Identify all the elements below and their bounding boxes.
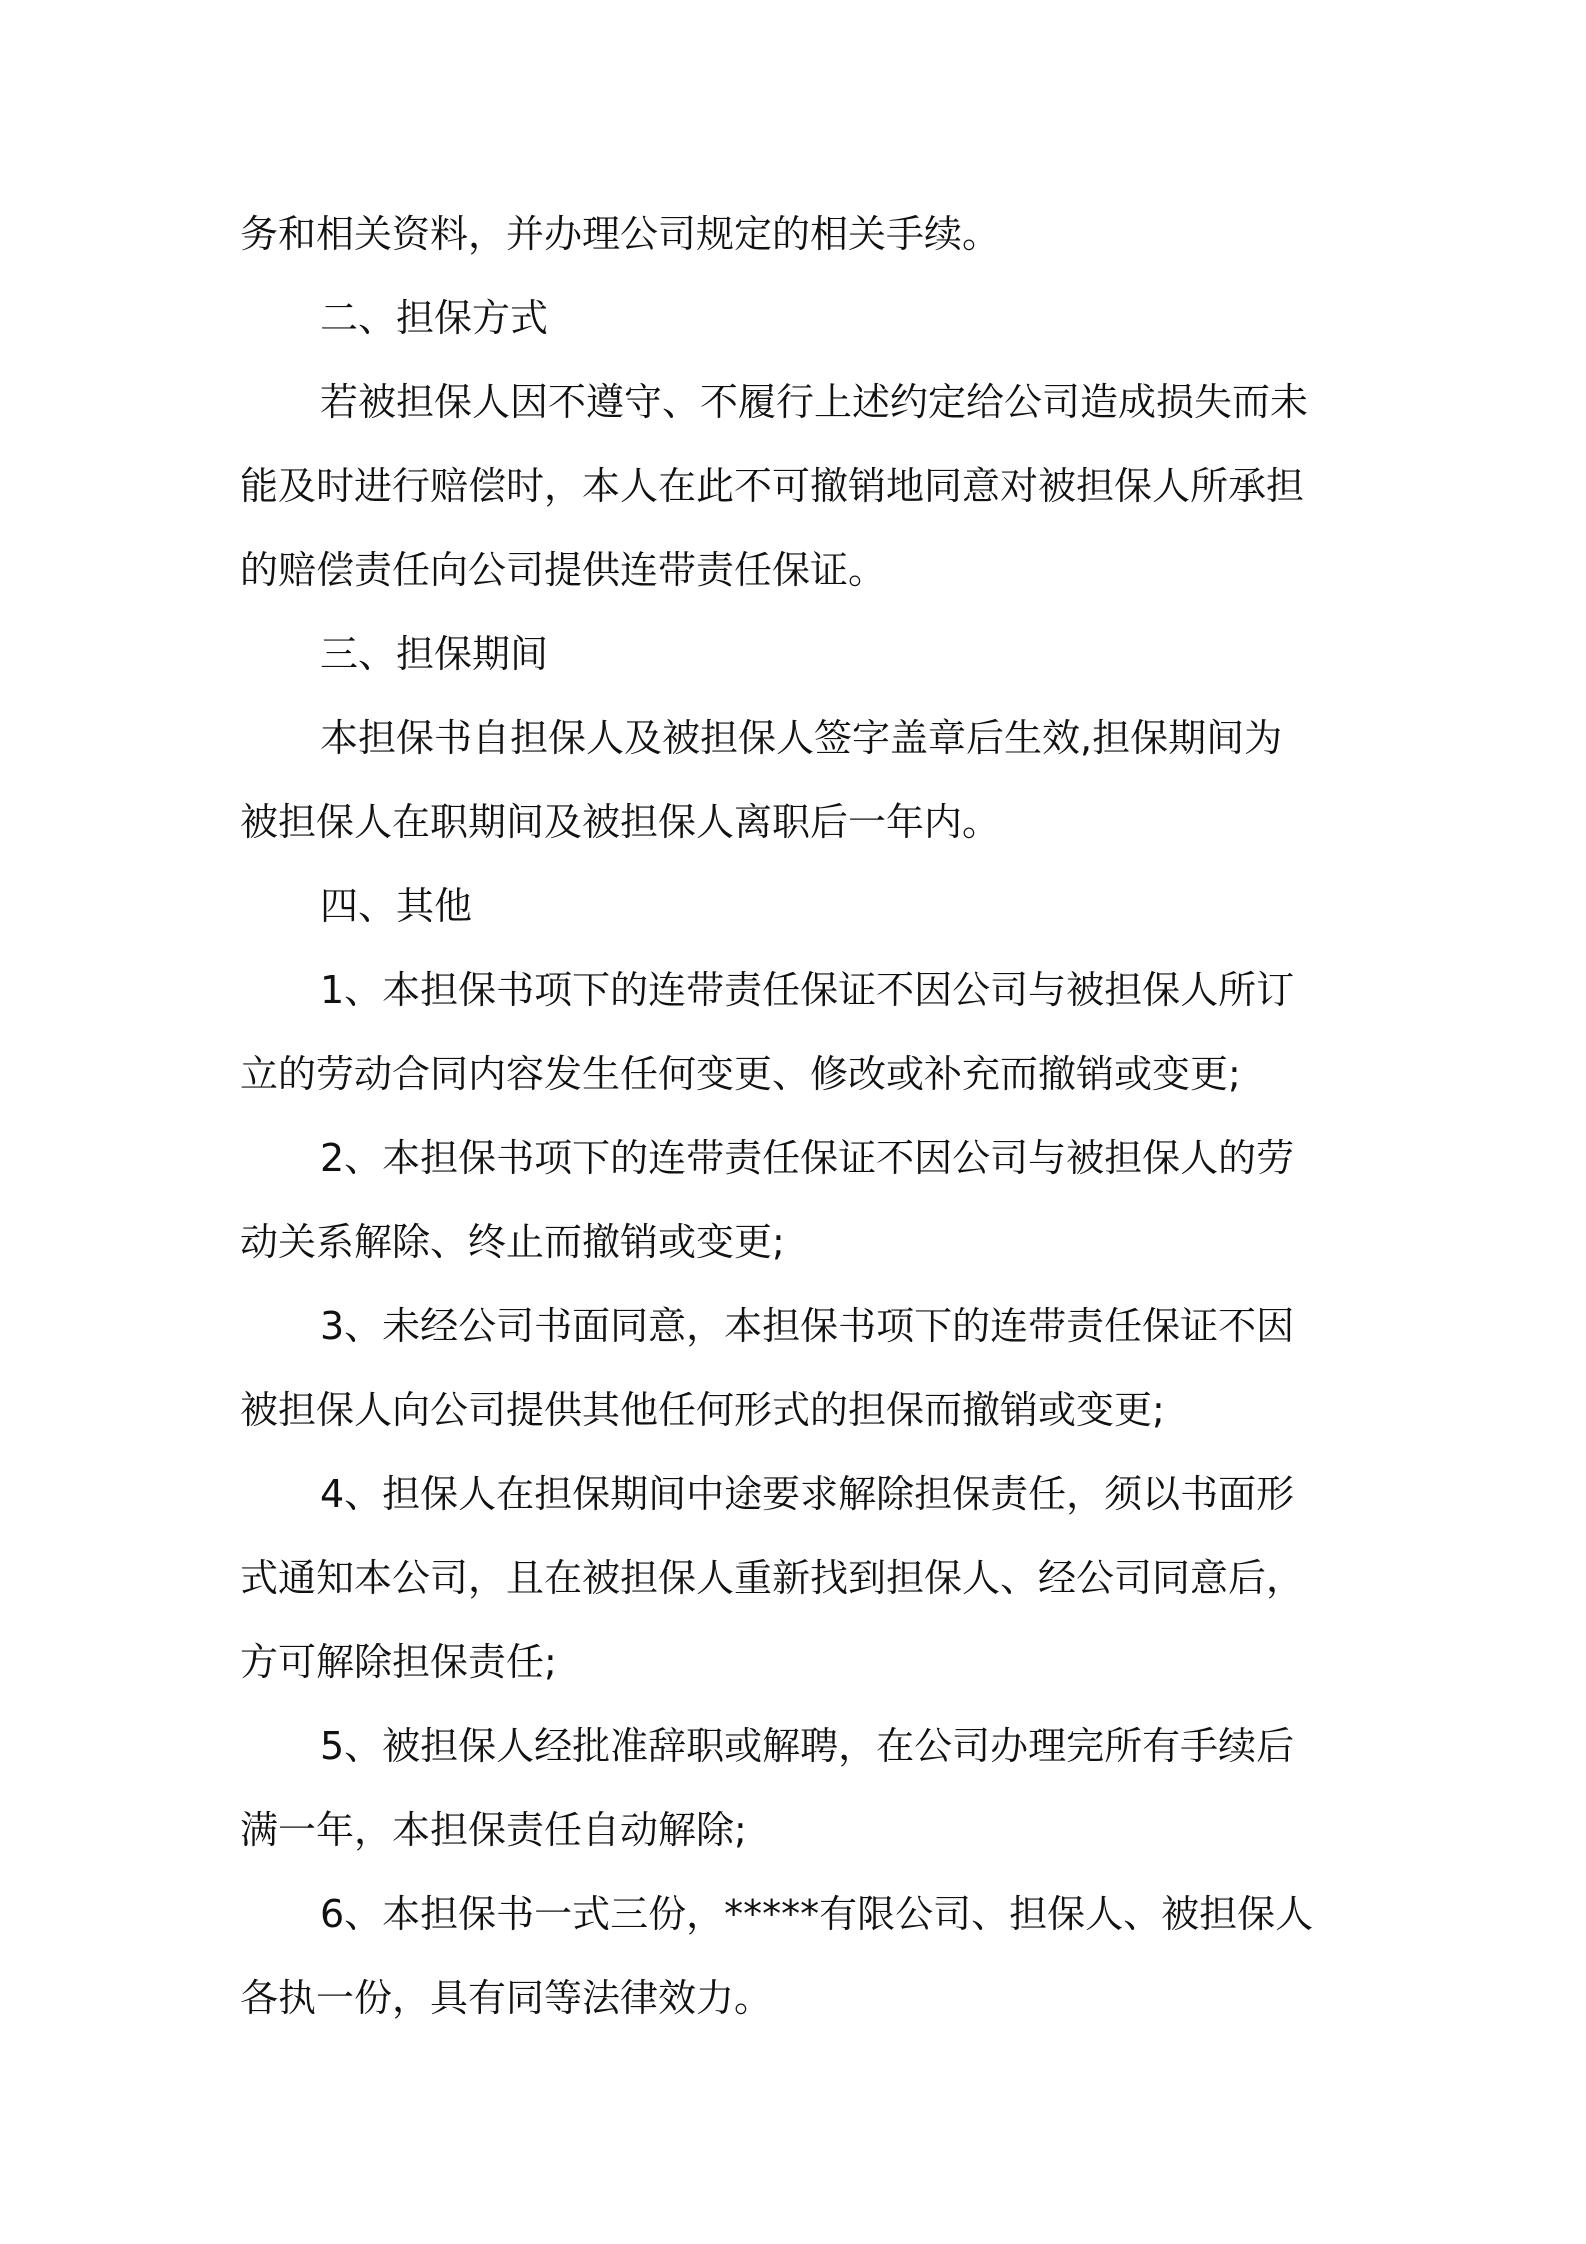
heading-text: 四、其他	[320, 884, 473, 928]
text-line: 被担保人在职期间及被担保人离职后一年内。	[240, 800, 1001, 844]
list-item-6	[240, 1872, 1360, 2040]
text-line: 4、担保人在担保期间中途要求解除担保责任，须以书面形	[320, 1472, 1295, 1516]
list-item-2	[240, 1116, 1360, 1284]
section-heading-other	[240, 864, 1360, 948]
list-item-3	[240, 1284, 1360, 1452]
text-line: 3、未经公司书面同意，本担保书项下的连带责任保证不因	[320, 1304, 1295, 1348]
text-line: 被担保人向公司提供其他任何形式的担保而撤销或变更;	[240, 1388, 1165, 1432]
document-body	[240, 192, 1360, 2040]
text-line: 满一年，本担保责任自动解除;	[240, 1808, 747, 1852]
list-item-1	[240, 948, 1360, 1116]
text-line: 方可解除担保责任;	[240, 1640, 557, 1684]
paragraph-continuation	[240, 192, 1360, 276]
text-line: 2、本担保书项下的连带责任保证不因公司与被担保人的劳	[320, 1136, 1295, 1180]
heading-text: 二、担保方式	[320, 296, 549, 340]
text-line: 本担保书自担保人及被担保人签字盖章后生效,担保期间为	[320, 716, 1283, 760]
text-line: 6、本担保书一式三份，*****有限公司、担保人、被担保人	[320, 1892, 1314, 1936]
section-heading-guarantee-period	[240, 612, 1360, 696]
text-line: 的赔偿责任向公司提供连带责任保证。	[240, 548, 887, 592]
text-line: 务和相关资料，并办理公司规定的相关手续。	[240, 212, 1001, 256]
text-line: 立的劳动合同内容发生任何变更、修改或补充而撤销或变更;	[240, 1052, 1241, 1096]
text-line: 5、被担保人经批准辞职或解聘，在公司办理完所有手续后	[320, 1724, 1295, 1768]
paragraph-guarantee-method	[240, 360, 1360, 612]
list-item-5	[240, 1704, 1360, 1872]
text-line: 动关系解除、终止而撤销或变更;	[240, 1220, 785, 1264]
paragraph-guarantee-period	[240, 696, 1360, 864]
text-line: 式通知本公司，且在被担保人重新找到担保人、经公司同意后，	[240, 1556, 1305, 1600]
text-line: 若被担保人因不遵守、不履行上述约定给公司造成损失而未	[320, 380, 1309, 424]
heading-text: 三、担保期间	[320, 632, 549, 676]
text-line: 1、本担保书项下的连带责任保证不因公司与被担保人所订	[320, 968, 1295, 1012]
text-line: 各执一份，具有同等法律效力。	[240, 1976, 773, 2020]
section-heading-guarantee-method	[240, 276, 1360, 360]
list-item-4	[240, 1452, 1360, 1704]
text-line: 能及时进行赔偿时，本人在此不可撤销地同意对被担保人所承担	[240, 464, 1305, 508]
